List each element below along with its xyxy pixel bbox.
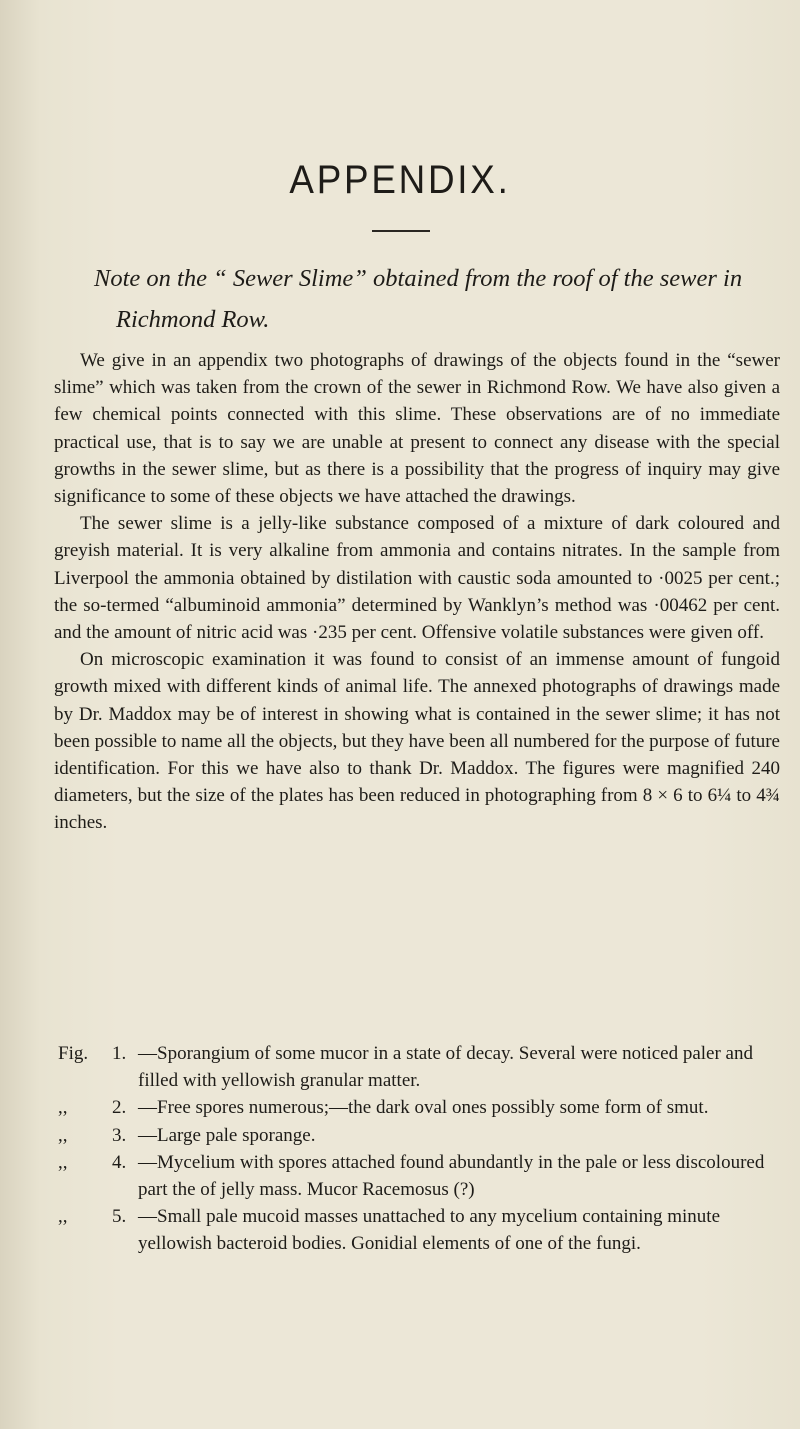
figure-prefix: ,, [58,1124,68,1146]
figure-prefix: ,, [58,1097,68,1119]
figure-description: —Small pale mucoid masses unattached to any mycelium containing minute yellowish bacteroid bodies. Gonidial elements of one of the fungi. [138,1206,721,1255]
body-text [54,347,780,837]
figure-item [54,1094,780,1121]
figure-number: 1. [112,1043,127,1064]
figure-item [54,1040,780,1094]
figure-prefix: Fig. [58,1043,89,1064]
figure-item [54,1203,780,1257]
note-heading [94,258,774,340]
figure-list [54,1040,780,1258]
paragraph: On microscopic examination it was found to consist of an immense amount of fungoid growth mixed with different kinds of animal life. The annexed photographs of drawings made by Dr. Maddox may be of interest in showing what is contained in the sewer slime; it has not been possible to name all the objects, but they have been all numbered for the purpose of future identification. For this we have also to thank Dr. Maddox. The figures were magnified 240 diameters, but the size of the plates has been reduced in photographing from 8 × 6 to 6¼ to 4¾ inches. [54,649,780,834]
figure-number: 2. [112,1097,127,1119]
figure-number: 3. [112,1124,127,1146]
figure-item [54,1149,780,1203]
title-divider [372,230,430,232]
note-heading-line1: Note on the “ Sewer Slime” obtained from the roof of the sewer in [94,265,743,292]
figure-prefix: ,, [58,1206,68,1228]
figure-description: —Mycelium with spores attached found abundantly in the pale or less discoloured part the of jelly mass. Mucor Racemosus (?) [138,1151,765,1201]
paragraph: The sewer slime is a jelly-like substance composed of a mixture of dark coloured and greyish material. It is very alkaline from ammonia and contains nitrates. In the sample from Liverpool the ammonia obtained by distilation with caustic soda amounted to ·0025 per cent.; the so-termed “albuminoid ammonia” determined by Wanklyn’s method was ·00462 per cent. and the amount of nitric acid was ·235 per cent. Offensive volatile substances were given off. [54,513,780,644]
note-heading-line2: Richmond Row. [116,306,270,333]
figure-number: 5. [112,1206,127,1228]
figure-description: —Large pale sporange. [138,1124,316,1146]
figure-prefix: ,, [58,1151,68,1173]
figure-number: 4. [112,1151,127,1173]
figure-description: —Sporangium of some mucor in a state of decay. Several were noticed paler and filled with yellowish granular matter. [138,1043,753,1092]
paragraph: We give in an appendix two photographs of drawings of the objects found in the “sewer slime” which was taken from the crown of the sewer in Richmond Row. We have also given a few chemical points connected with this slime. These observations are of no immediate practical use, that is to say we are unable at present to connect any disease with the special growths in the sewer slime, but as there is a possibility that the progress of inquiry may give significance to some of these objects we have attached the drawings. [54,350,780,508]
page-title: APPENDIX. [289,158,511,202]
figure-description: —Free spores numerous;—the dark oval ones possibly some form of smut. [138,1097,709,1119]
figure-item [54,1122,780,1149]
